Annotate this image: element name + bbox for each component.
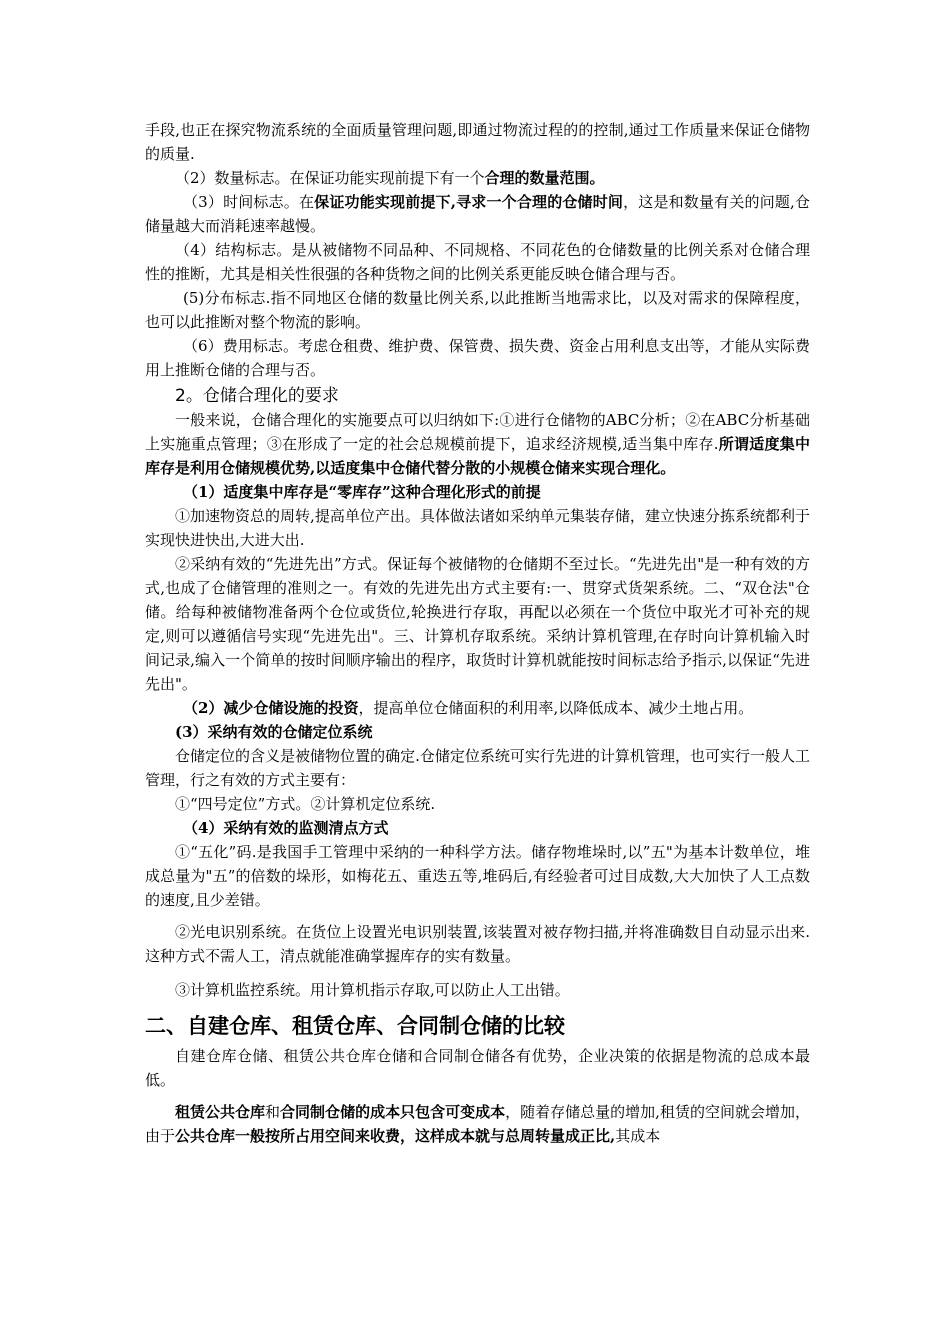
paragraph-time-mark [145,190,810,238]
paragraph-comparison-intro [145,1044,810,1092]
reduce-investment-text: ，提高单位仓储面积的利用率,以降低成本、减少土地占用。 [358,699,754,717]
cost-mark-text: （6）费用标志。考虑仓租费、维护费、保管费、损失费、资金占用利息支出等，才能从实际费用上推断仓储的合理与否。 [145,337,810,379]
time-mark-rest: ，这是和数量有关的问题,仓储量越大而消耗速率越慢。 [145,193,810,235]
location-text: 仓储定位的含义是被储物位置的确定.仓储定位系统可实行先进的计算机管理，也可实行一般人工管理，行之有效的方式主要有： [145,747,810,789]
subheading-inventory-count: （4）采纳有效的监测清点方式 [183,819,389,837]
paragraph-requirements [145,408,810,480]
reduce-investment-bold: （2）减少仓储设施的投资 [183,699,359,717]
time-mark-text: （3）时间标志。在 [183,193,315,211]
turnover-text: ①加速物资总的周转,提高单位产出。具体做法诸如采纳单元集装存储，建立快速分拣系统都利于实现快进快出,大进大出. [145,507,810,549]
section-heading-requirements: 2。仓储合理化的要求 [175,386,339,406]
computer-monitor-text: ③计算机监控系统。用计算机指示存取,可以防止人工出错。 [175,981,570,999]
section-heading-comparison: 二、自建仓库、租赁仓库、合同制仓储的比较 [145,1014,565,1038]
paragraph-photoelectric [145,920,810,968]
variable-cost-text-1: 和 [265,1103,281,1121]
paragraph-turnover [145,504,810,552]
variable-cost-bold-3: 公共仓库一般按所占用空间来收费，这样成本就与总周转量成正比, [175,1127,616,1145]
requirements-text: 一般来说，仓储合理化的实施要点可以归纳如下:①进行仓储物的ABC分析；②在ABC分析基础上实施重点管理；③在形成了一定的社会总规模前提下，追求经济规模,适当集中库存. [145,411,810,453]
comparison-intro-text: 自建仓库仓储、租赁公共仓库仓储和合同制仓储各有优势，企业决策的依据是物流的总成本最低。 [145,1047,810,1089]
subheading-location-system: (3）采纳有效的仓储定位系统 [175,723,373,741]
document-page [145,118,810,1148]
paragraph-1 [145,118,810,166]
structure-mark-text: （4）结构标志。是从被储物不同品种、不同规格、不同花色的仓储数量的比例关系对仓储合理性的推断，尤其是相关性很强的各种货物之间的比例关系更能反映仓储合理与否。 [145,241,810,283]
paragraph-structure-mark [145,238,810,286]
paragraph-quantity-mark [145,166,810,190]
requirements-bold: 所谓适度集中库存是利用仓储规模优势,以适度集中仓储代替分散的小规模仓储来实现合理化。 [145,435,810,477]
paragraph-distribution-mark [145,286,810,334]
variable-cost-bold-1: 租赁公共仓库 [175,1103,266,1121]
variable-cost-bold-2: 合同制仓储的成本只包含可变成本 [280,1103,506,1121]
time-mark-bold: 保证功能实现前提下,寻求一个合理的仓储时间 [314,193,624,211]
paragraph-1-text: 手段,也正在探究物流系统的全面质量管理问题,即通过物流过程的的控制,通过工作质量来保证仓储物的质量. [145,121,810,163]
paragraph-location-methods [145,792,810,816]
location-methods-text: ①“四号定位”方式。②计算机定位系统. [175,795,436,813]
paragraph-variable-cost [145,1100,810,1148]
photoelectric-text: ②光电识别系统。在货位上设置光电识别装置,该装置对被存物扫描,并将准确数目自动显示出来.这种方式不需人工，清点就能准确掌握库存的实有数量。 [145,923,810,965]
paragraph-fifo [145,552,810,696]
quantity-mark-text: （2）数量标志。在保证功能实现前提下有一个 [175,169,485,187]
variable-cost-text-3: 其成本 [615,1127,661,1145]
variable-cost-text-2: ，随着存储总量的增加,租赁的空间就会增加，由于 [145,1103,810,1145]
paragraph-cost-mark [145,334,810,382]
five-code-text: ①“五化”码.是我国手工管理中采纳的一种科学方法。储存物堆垛时,以”五"为基本计数单位，堆成总量为"五”的倍数的垛形，如梅花五、重迭五等,堆码后,有经验者可过目成数,大大加快了人工点数的速度,且少差错。 [145,843,810,909]
paragraph-reduce-investment [145,696,810,720]
subheading-concentrated-stock: （1）适度集中库存是“零库存”这种合理化形式的前提 [183,483,541,501]
distribution-mark-text: (5)分布标志.指不同地区仓储的数量比例关系,以此推断当地需求比，以及对需求的保障程度，也可以此推断对整个物流的影响。 [145,289,810,331]
paragraph-location [145,744,810,792]
paragraph-computer-monitor [145,978,810,1002]
paragraph-five-code [145,840,810,912]
fifo-text: ②采纳有效的“先进先出”方式。保证每个被储物的仓储期不至过长。“先进先出"是一种有效的方式,也成了仓储管理的准则之一。有效的先进先出方式主要有:一、贯穿式货架系统。二、“双仓法"仓储。给每种被储物准备两个仓位或货位,轮换进行存取，再配以必须在一个货位中取光才可补充的规定,则可以遵循信号实现“先进先出"。三、计算机存取系统。采纳计算机管理,在存时向计算机输入时间记录,编入一个简单的按时间顺序输出的程序，取货时计算机就能按时间标志给予指示,以保证“先进先出"。 [145,555,810,693]
quantity-mark-bold: 合理的数量范围。 [484,169,605,187]
